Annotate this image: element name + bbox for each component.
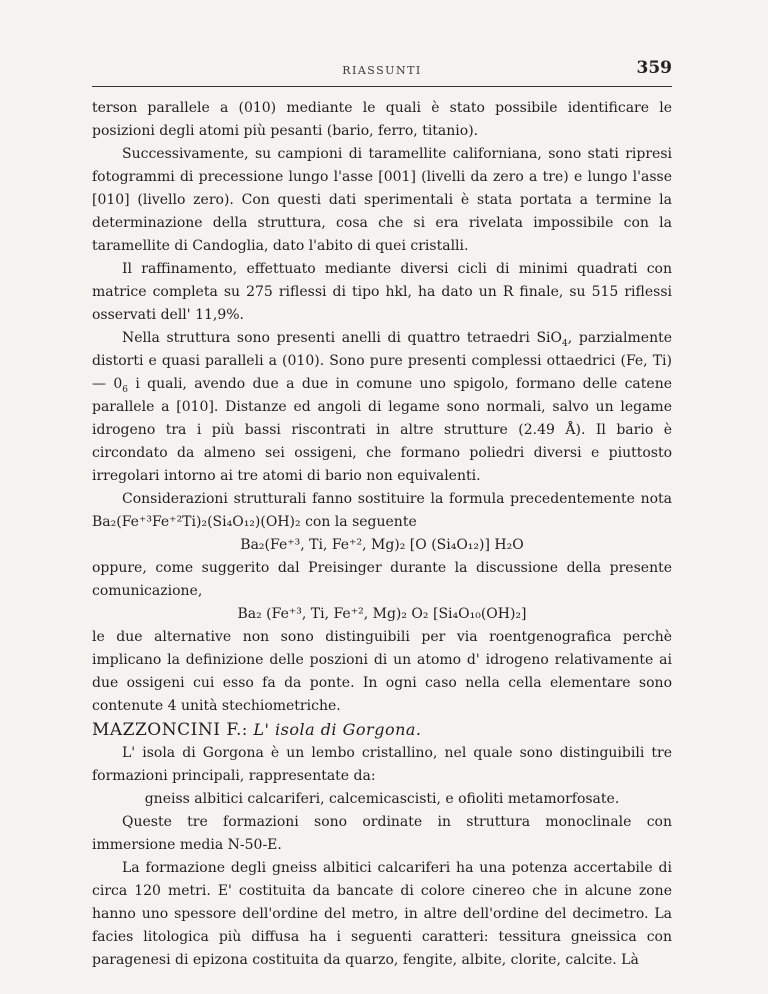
page-header [92, 50, 672, 87]
section-title: L' isola di Gorgona. [253, 720, 422, 739]
subscript-6: 6 [122, 384, 128, 395]
section-paragraph-3: Queste tre formazioni sono ordinate in struttura monoclinale con immersione media N-50-E. [92, 814, 672, 853]
paragraph-4-part-a: Nella struttura sono presenti anelli di quattro tetraedri SiO [122, 330, 563, 346]
paragraph-2: Successivamente, su campioni di taramellite californiana, sono stati ripresi fotogrammi di precessione lungo l'asse [001] (livelli da zero a tre) e lungo l'asse [010] (livello zero). Con questi dati sperimentali è stata portata a termine la determinazione della struttura, cosa che si era rivelata impossibile con la taramellite di Candoglia, dato l'abito di quei cristalli. [92, 146, 672, 254]
old-formula: Ba₂(Fe⁺³Fe⁺²Ti)₂(Si₄O₁₂)(OH)₂ [92, 514, 301, 530]
paragraph-3: Il raffinamento, effettuato mediante diversi cicli di minimi quadrati con matrice completa su 275 riflessi di tipo hkl, ha dato un R finale, su 515 riflessi osservati dell' 11,9%. [92, 261, 672, 323]
section-paragraph-4: La formazione degli gneiss albitici calcariferi ha una potenza accertabile di circa 120 metri. E' costituita da bancate di colore cinereo che in alcune zone hanno uno spessore dell'ordine del metro, in altre dell'ordine del decimetro. La facies litologica più diffusa ha i seguenti caratteri: tessitura gneissica con paragenesi di epizona costituita da quarzo, fengite, albite, clorite, calcite. Là [92, 860, 672, 968]
paragraph-6: oppure, come suggerito dal Preisinger durante la discussione della presente comunicazione, [92, 560, 672, 599]
section-paragraph-1: L' isola di Gorgona è un lembo cristallino, nel quale sono distinguibili tre formazioni principali, rappresentate da: [92, 745, 672, 784]
paragraph-7: le due alternative non sono distinguibili per via roentgenografica perchè implicano la definizione delle poszioni di un atomo d' idrogeno relativamente ai due ossigeni cui esso fa da ponte. In ogni caso nella cella elementare sono contenute 4 unità stechiometriche. [92, 629, 672, 714]
paragraph-4-part-b: , parzialmente distorti e quasi paralleli a (010). Sono pure presenti complessi ottaedrici (Fe, Ti) — 0 [92, 330, 672, 392]
section-author: MAZZONCINI F. [92, 720, 242, 740]
paragraph-5-tail: con la seguente [305, 514, 417, 530]
subscript-4: 4 [562, 338, 568, 349]
running-title: RIASSUNTI [342, 64, 422, 77]
section-paragraph-2: gneiss albitici calcariferi, calcemicascisti, e ofioliti metamorfosate. [144, 791, 620, 807]
paragraph-4-part-c: i quali, avendo due a due in comune uno spigolo, formano delle catene parallele a [010]. Distanze ed angoli di legame sono normali, salvo un legame idrogeno tra i più bassi riscontrati in altre strutture (2.49 Å). Il bario è circondato da almeno sei ossigeni, che formano poliedri diversi e piuttosto irregolari intorno ai tre atomi di bario non equivalenti. [92, 376, 672, 484]
formula-2: Ba₂ (Fe⁺³, Ti, Fe⁺², Mg)₂ O₂ [Si₄O₁₀(OH)₂] [237, 606, 527, 622]
paragraph-1: terson parallele a (010) mediante le quali è stato possibile identificare le posizioni degli atomi più pesanti (bario, ferro, titanio). [92, 100, 672, 139]
page-number: 359 [636, 58, 672, 78]
page-body [92, 97, 672, 972]
paragraph-4 [92, 327, 672, 488]
section-heading [92, 718, 672, 742]
section-separator: : [241, 720, 248, 739]
formula-1: Ba₂(Fe⁺³, Ti, Fe⁺², Mg)₂ [O (Si₄O₁₂)] H₂O [240, 537, 524, 553]
paragraph-5-text: Considerazioni strutturali fanno sostituire la formula precedentemente nota [122, 491, 672, 507]
paragraph-5 [92, 488, 672, 534]
